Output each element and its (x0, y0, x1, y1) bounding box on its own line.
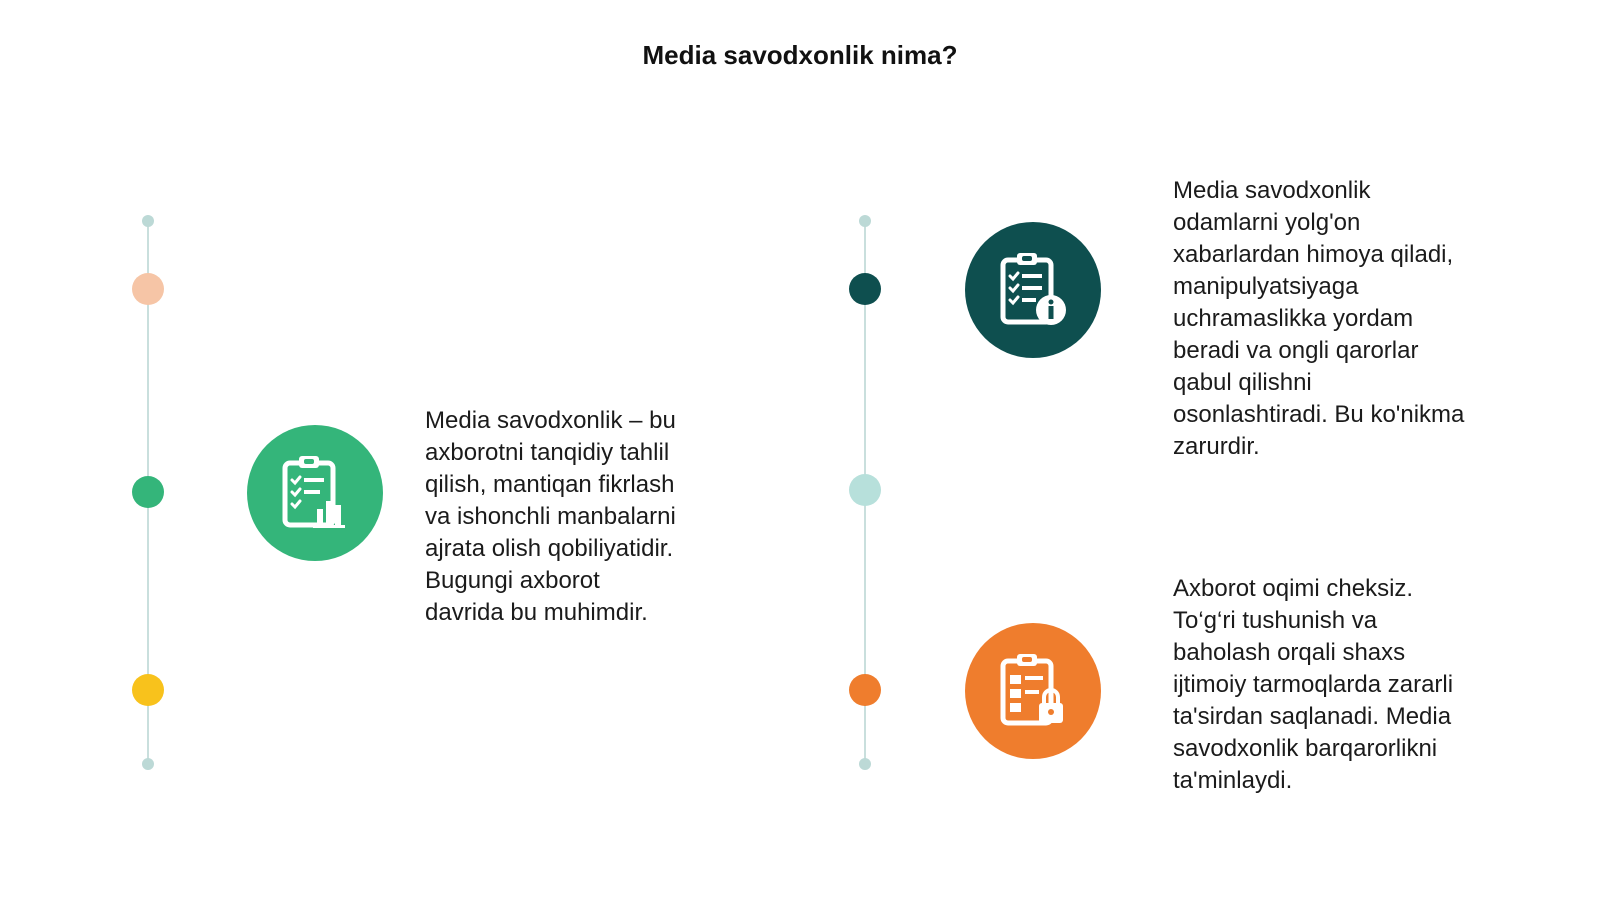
timeline-end-dot (859, 215, 871, 227)
item-3-text: Axborot oqimi cheksiz. To‘g‘ri tushunish va baholash orqali shaxs ijtimoiy tarmoqlarda zararli ta'sirdan saqlanadi. Media savodxonlik barqarorlikni ta'minlaydi. (1173, 575, 1454, 794)
timeline-dot-green (132, 476, 164, 508)
timeline-dot-yellow (132, 674, 164, 706)
timeline-dot-dark-teal (849, 273, 881, 305)
item-1-text: Media savodxonlik – bu axborotni tanqidiy tahlil qilish, mantiqan fikrlash va ishonchli manbalarni ajrata olish qobiliyatidir. Bugungi axborot davrida bu muhimdir. (425, 407, 676, 626)
timeline-end-dot (142, 215, 154, 227)
timeline-end-dot (859, 758, 871, 770)
item-2-text: Media savodxonlik odamlarni yolg'on xabarlardan himoya qiladi, manipulyatsiyaga uchramaslikka yordam beradi va ongli qarorlar qabul qilishni osonlashtiradi. Bu ko'nikma zarurdir. (1173, 177, 1465, 460)
clipboard-info-icon (965, 222, 1101, 358)
timeline-end-dot (142, 758, 154, 770)
timeline-dot-peach (132, 273, 164, 305)
clipboard-lock-icon (965, 623, 1101, 759)
clipboard-chart-icon (247, 425, 383, 561)
page-title: Media savodxonlik nima? (642, 40, 958, 70)
timeline-dot-orange (849, 674, 881, 706)
timeline-dot-mint (849, 474, 881, 506)
